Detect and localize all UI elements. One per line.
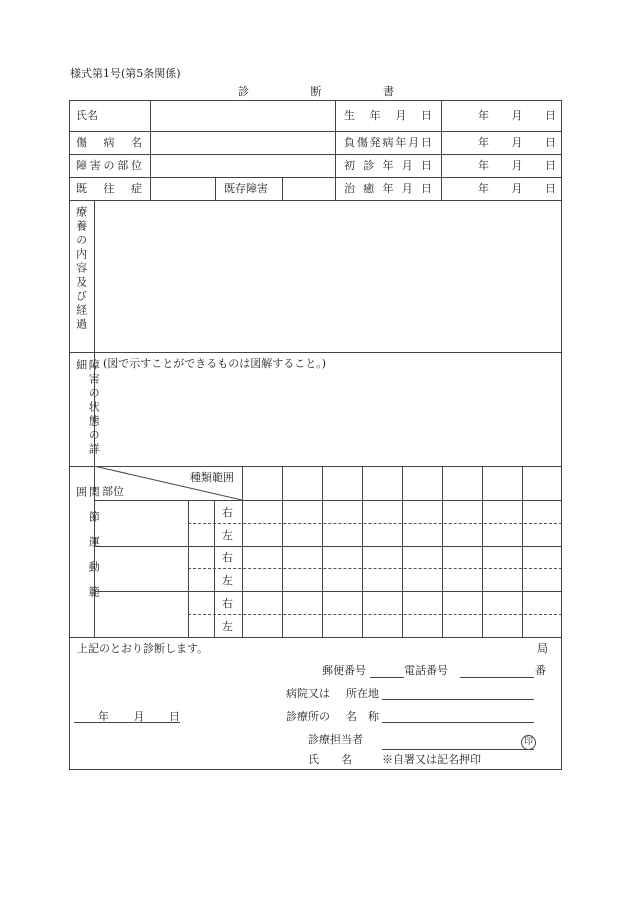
birthdate-field[interactable] [478, 110, 556, 121]
treatment-label: 療養の内容及び経過 [74, 206, 88, 332]
month-unit: 月 [511, 136, 523, 149]
phone-suffix: 番 [535, 664, 546, 677]
label-char: 年 [382, 182, 394, 195]
side-right: 右 [222, 551, 233, 564]
day-unit: 日 [545, 136, 556, 149]
day-unit: 日 [545, 109, 556, 122]
label-char: 初 [344, 159, 355, 172]
birthdate-label [344, 110, 432, 121]
post-office-unit: 局 [537, 642, 548, 655]
body-part-label [76, 160, 142, 171]
day-unit: 日 [169, 710, 180, 723]
year-unit: 年 [478, 182, 489, 195]
label-char: 位 [131, 159, 142, 172]
month-unit: 月 [133, 710, 145, 723]
document-title [238, 86, 394, 97]
year-unit: 年 [478, 136, 489, 149]
day-unit: 日 [545, 159, 556, 172]
label-char: 病 [103, 136, 115, 149]
label-char: 生 [344, 109, 355, 122]
label-char: 病 [382, 136, 394, 149]
label-char: 月 [395, 109, 407, 122]
year-unit: 年 [98, 710, 109, 723]
label-char: 治 [344, 182, 355, 195]
disability-label: 障害の状態の詳細 [74, 359, 101, 457]
diagnosis-statement: 上記のとおり診断します。 [77, 642, 209, 655]
year-unit: 年 [478, 109, 489, 122]
label-char: 負 [344, 136, 355, 149]
cure-date-label [344, 183, 432, 194]
label-char: 往 [103, 182, 115, 195]
first-visit-label [344, 160, 432, 171]
label-char: 部 [117, 159, 129, 172]
label-char: 既 [76, 182, 87, 195]
doctor-label: 診療担当者 [308, 733, 363, 746]
month-unit: 月 [511, 182, 523, 195]
month-unit: 月 [511, 159, 523, 172]
label-char: 名 [131, 136, 142, 149]
injury-label [76, 137, 142, 148]
side-right: 右 [222, 506, 233, 519]
address-field[interactable] [382, 699, 534, 700]
treatment-area[interactable] [96, 202, 560, 350]
label-char: 年 [382, 159, 394, 172]
injury-date-field[interactable] [478, 137, 556, 148]
part-header: 部位 [102, 485, 124, 498]
label-char: 傷 [76, 136, 87, 149]
label-char: 害 [89, 159, 101, 172]
seal-icon: 印 [521, 735, 536, 750]
side-left: 左 [222, 574, 233, 587]
label-char: 傷 [356, 136, 368, 149]
label-char: 日 [421, 159, 432, 172]
disability-note: (図で示すことができるものは図解すること。) [103, 357, 327, 370]
label-char: 診 [363, 159, 375, 172]
label-char: の [103, 159, 115, 172]
joint-rom-label: 関節運動範囲 [74, 486, 101, 611]
label-char: 発 [369, 136, 381, 149]
title-char: 断 [310, 85, 322, 98]
label-char: 月 [401, 182, 413, 195]
doctor-field[interactable] [382, 749, 534, 750]
injury-date-label [344, 137, 432, 148]
year-unit: 年 [478, 159, 489, 172]
label-char: 日 [420, 136, 432, 149]
label-char: 症 [131, 182, 142, 195]
label-char: 年 [369, 109, 381, 122]
label-char: 障 [76, 159, 87, 172]
label-char: 月 [408, 136, 420, 149]
address-label: 所在地 [346, 687, 379, 700]
type-range-header: 種類範囲 [190, 471, 234, 484]
title-char: 書 [383, 85, 394, 98]
medical-history-label [76, 183, 142, 194]
hospital-label-1: 病院又は [286, 687, 330, 700]
label-char: 年 [395, 136, 407, 149]
title-char: 診 [238, 85, 249, 98]
signature-note: ※自署又は記名押印 [382, 753, 481, 766]
clinic-name-field[interactable] [382, 722, 534, 723]
name-label [76, 110, 142, 121]
label-char: 癒 [363, 182, 375, 195]
cure-date-field[interactable] [478, 183, 556, 194]
doctor-name-label: 氏 名 [308, 753, 352, 766]
side-left: 左 [222, 529, 233, 542]
issue-date[interactable] [98, 711, 180, 722]
phone-field[interactable] [460, 677, 534, 678]
label-text: 氏名 [76, 109, 98, 122]
label-char: 日 [420, 109, 432, 122]
label-char: 日 [421, 182, 432, 195]
postal-label: 郵便番号 [322, 664, 366, 677]
first-visit-field[interactable] [478, 160, 556, 171]
hospital-label-2: 診療所の [286, 710, 330, 723]
phone-label: 電話番号 [404, 664, 448, 677]
form-number: 様式第1号(第5条関係) [70, 67, 181, 80]
issue-date-underline [74, 722, 180, 723]
month-unit: 月 [511, 109, 523, 122]
clinic-name-label: 名 称 [346, 710, 379, 723]
side-left: 左 [222, 620, 233, 633]
day-unit: 日 [545, 182, 556, 195]
label-char: 月 [401, 159, 413, 172]
postal-field[interactable] [370, 677, 404, 678]
preexisting-label: 既存障害 [224, 182, 268, 195]
side-right: 右 [222, 597, 233, 610]
